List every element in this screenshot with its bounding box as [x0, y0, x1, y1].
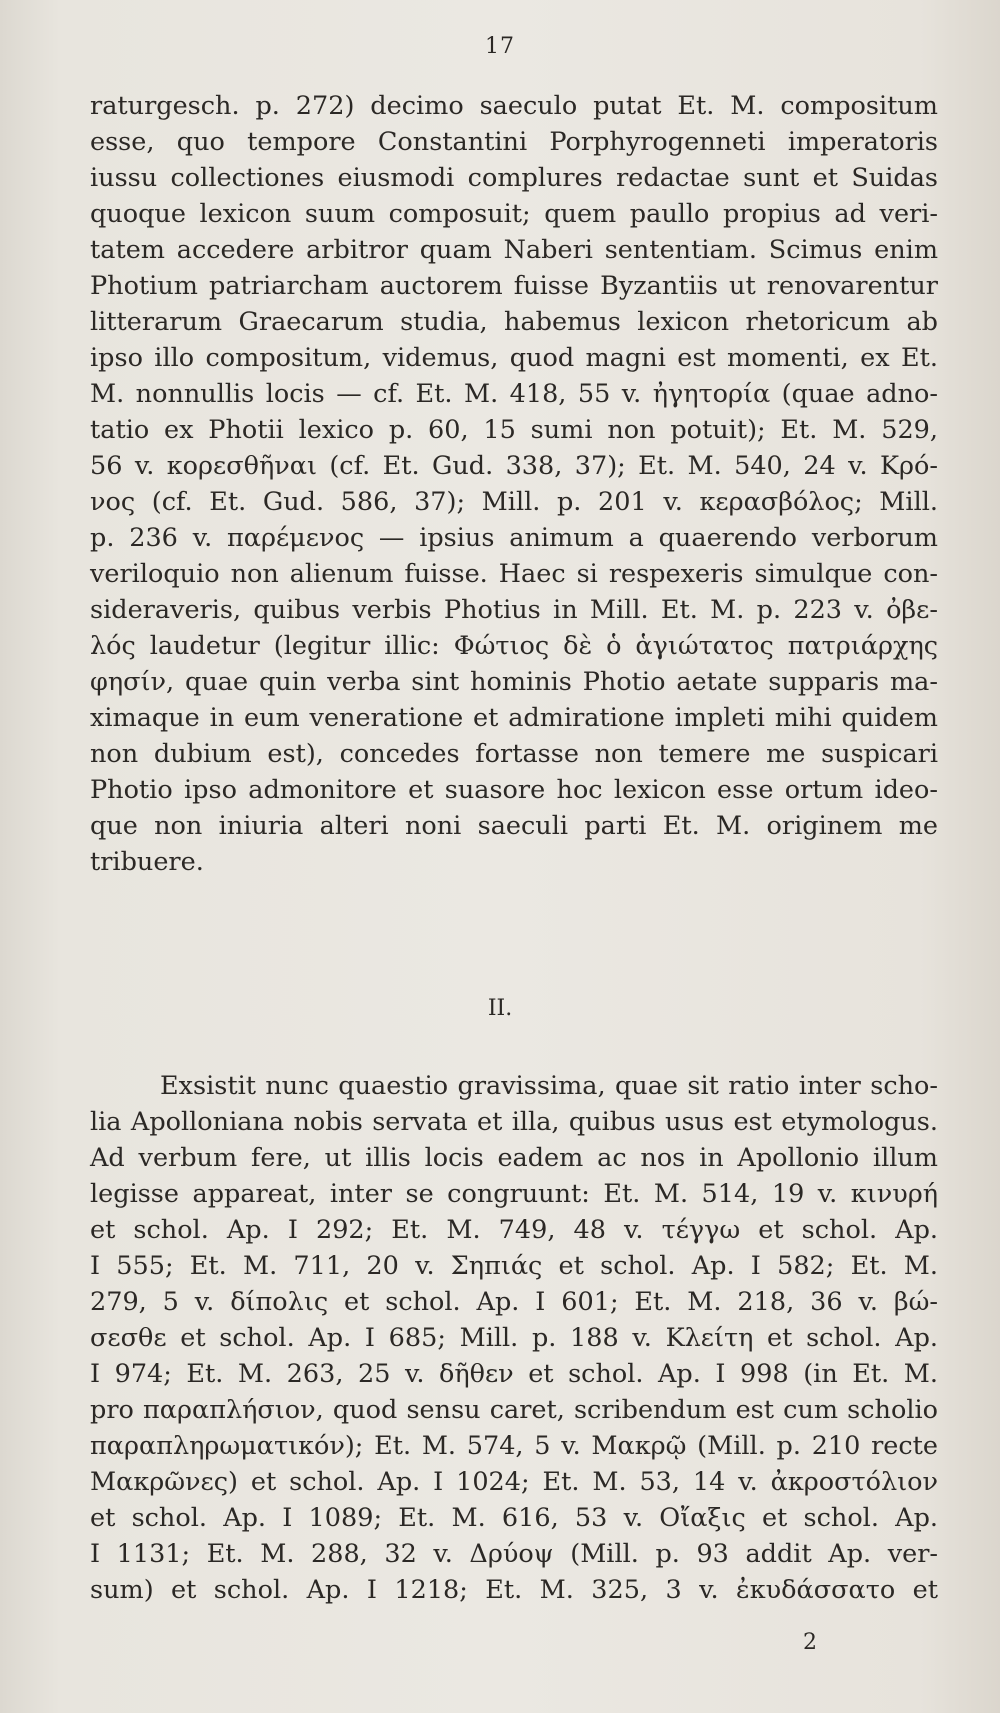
- text-line: Μακρῶνες) et schol. Ap. I 1024; Et. M. 53, 14 v. ἀκροστόλιον: [90, 1467, 938, 1497]
- text-line: esse, quo tempore Constantini Porphyrogenneti imperatoris: [90, 127, 938, 157]
- text-line: I 555; Et. M. 711, 20 v. Σηπιάς et schol. Ap. I 582; Et. M.: [90, 1251, 938, 1281]
- text-line: sideraveris, quibus verbis Photius in Mill. Et. M. p. 223 v. ὀβε-: [90, 595, 938, 625]
- text-line: ipso illo compositum, videmus, quod magni est momenti, ex Et.: [90, 343, 938, 373]
- text-line: quoque lexicon suum composuit; quem paullo propius ad veri-: [90, 199, 938, 229]
- text-line: pro παραπλήσιον, quod sensu caret, scribendum est cum scholio: [90, 1395, 938, 1425]
- page-number: 17: [485, 34, 515, 59]
- signature-mark: 2: [803, 1630, 817, 1655]
- text-line: et schol. Ap. I 292; Et. M. 749, 48 v. τέγγω et schol. Ap.: [90, 1215, 938, 1245]
- text-line: λός laudetur (legitur illic: Φώτιος δὲ ὁ ἁγιώτατος πατριάρχης: [90, 631, 938, 661]
- text-line: tatio ex Photii lexico p. 60, 15 sumi non potuit); Et. M. 529,: [90, 415, 938, 445]
- text-line: iussu collectiones eiusmodi complures redactae sunt et Suidas: [90, 163, 938, 193]
- text-line: sum) et schol. Ap. I 1218; Et. M. 325, 3 v. ἐκυδάσσατο et: [90, 1575, 938, 1605]
- text-line: ximaque in eum veneratione et admiratione impleti mihi quidem: [90, 703, 938, 733]
- text-line: p. 236 v. παρέμενος — ipsius animum a quaerendo verborum: [90, 523, 938, 553]
- text-line: lia Apolloniana nobis servata et illa, quibus usus est etymologus.: [90, 1107, 938, 1137]
- text-line: Photium patriarcham auctorem fuisse Byzantiis ut renovarentur: [90, 271, 938, 301]
- text-line: raturgesch. p. 272) decimo saeculo putat Et. M. compositum: [90, 91, 938, 121]
- text-line: veriloquio non alienum fuisse. Haec si respexeris simulque con-: [90, 559, 938, 589]
- text-line: legisse appareat, inter se congruunt: Et. M. 514, 19 v. κινυρή: [90, 1179, 938, 1209]
- text-line: Ad verbum fere, ut illis locis eadem ac nos in Apollonio illum: [90, 1143, 938, 1173]
- text-line: Exsistit nunc quaestio gravissima, quae sit ratio inter scho-: [160, 1071, 938, 1101]
- text-line: σεσθε et schol. Ap. I 685; Mill. p. 188 v. Κλείτη et schol. Ap.: [90, 1323, 938, 1353]
- text-line: 56 v. κορεσθῆναι (cf. Et. Gud. 338, 37); Et. M. 540, 24 v. Κρό-: [90, 451, 938, 481]
- text-line: νος (cf. Et. Gud. 586, 37); Mill. p. 201 v. κερασβόλος; Mill.: [90, 487, 938, 517]
- text-line: I 974; Et. M. 263, 25 v. δῆθεν et schol. Ap. I 998 (in Et. M.: [90, 1359, 938, 1389]
- text-line: Photio ipso admonitore et suasore hoc lexicon esse ortum ideo-: [90, 775, 938, 805]
- text-line: M. nonnullis locis — cf. Et. M. 418, 55 v. ἠγητορία (quae adno-: [90, 379, 938, 409]
- text-line: παραπληρωματικόν); Et. M. 574, 5 v. Μακρῷ (Mill. p. 210 recte: [90, 1431, 938, 1461]
- text-line: non dubium est), concedes fortasse non temere me suspicari: [90, 739, 938, 769]
- text-line: tribuere.: [90, 847, 204, 877]
- text-line: que non iniuria alteri noni saeculi parti Et. M. originem me: [90, 811, 938, 841]
- text-line: 279, 5 v. δίπολις et schol. Ap. I 601; Et. M. 218, 36 v. βώ-: [90, 1287, 938, 1317]
- section-heading: II.: [487, 996, 513, 1021]
- text-line: I 1131; Et. M. 288, 32 v. Δρύοψ (Mill. p. 93 addit Ap. ver-: [90, 1539, 938, 1569]
- text-line: litterarum Graecarum studia, habemus lexicon rhetoricum ab: [90, 307, 938, 337]
- text-line: et schol. Ap. I 1089; Et. M. 616, 53 v. Οἴαξις et schol. Ap.: [90, 1503, 938, 1533]
- text-line: φησίν, quae quin verba sint hominis Photio aetate supparis ma-: [90, 667, 938, 697]
- text-line: tatem accedere arbitror quam Naberi sententiam. Scimus enim: [90, 235, 938, 265]
